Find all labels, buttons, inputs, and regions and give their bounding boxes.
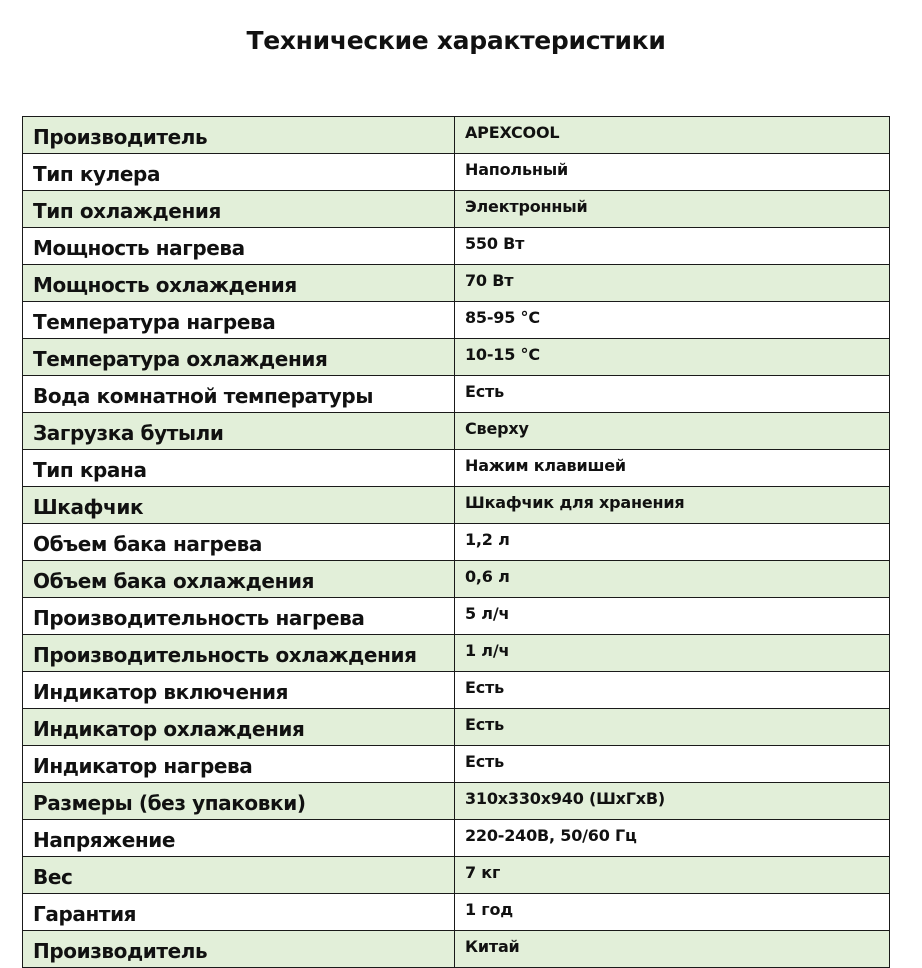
spec-label: Тип кулера [23, 154, 455, 191]
spec-label: Производительность нагрева [23, 598, 455, 635]
spec-value: 220-240В, 50/60 Гц [455, 820, 890, 857]
spec-label: Шкафчик [23, 487, 455, 524]
table-row [23, 635, 890, 672]
table-row [23, 524, 890, 561]
table-row [23, 598, 890, 635]
specs-table [22, 116, 890, 968]
table-row [23, 413, 890, 450]
spec-label: Температура нагрева [23, 302, 455, 339]
spec-value: 1 год [455, 894, 890, 931]
page-title: Технические характеристики [246, 26, 666, 55]
spec-value: Напольный [455, 154, 890, 191]
spec-label: Загрузка бутыли [23, 413, 455, 450]
specs-table-body [23, 117, 890, 968]
table-row [23, 450, 890, 487]
table-row [23, 894, 890, 931]
spec-label: Индикатор нагрева [23, 746, 455, 783]
spec-value: 7 кг [455, 857, 890, 894]
spec-value: 1,2 л [455, 524, 890, 561]
table-row [23, 746, 890, 783]
spec-label: Температура охлаждения [23, 339, 455, 376]
spec-label: Мощность охлаждения [23, 265, 455, 302]
table-row [23, 561, 890, 598]
spec-value: 85-95 °C [455, 302, 890, 339]
table-row [23, 487, 890, 524]
spec-value: Есть [455, 709, 890, 746]
spec-value: Нажим клавишей [455, 450, 890, 487]
table-row [23, 709, 890, 746]
spec-value: Китай [455, 931, 890, 968]
spec-label: Производительность охлаждения [23, 635, 455, 672]
spec-value: 550 Вт [455, 228, 890, 265]
table-row [23, 931, 890, 968]
table-row [23, 783, 890, 820]
spec-value: Шкафчик для хранения [455, 487, 890, 524]
spec-label: Индикатор охлаждения [23, 709, 455, 746]
table-row [23, 228, 890, 265]
spec-value: 310x330x940 (ШхГхВ) [455, 783, 890, 820]
table-row [23, 376, 890, 413]
spec-label: Объем бака нагрева [23, 524, 455, 561]
table-row [23, 857, 890, 894]
table-row [23, 672, 890, 709]
spec-value: Есть [455, 672, 890, 709]
spec-label: Объем бака охлаждения [23, 561, 455, 598]
spec-label: Индикатор включения [23, 672, 455, 709]
table-row [23, 154, 890, 191]
table-row [23, 302, 890, 339]
spec-label: Гарантия [23, 894, 455, 931]
spec-label: Напряжение [23, 820, 455, 857]
spec-value: 1 л/ч [455, 635, 890, 672]
spec-label: Размеры (без упаковки) [23, 783, 455, 820]
spec-label: Мощность нагрева [23, 228, 455, 265]
table-row [23, 191, 890, 228]
spec-label: Тип крана [23, 450, 455, 487]
spec-value: APEXCOOL [455, 117, 890, 154]
table-row [23, 339, 890, 376]
spec-label: Производитель [23, 931, 455, 968]
spec-label: Тип охлаждения [23, 191, 455, 228]
spec-value: 10-15 °C [455, 339, 890, 376]
table-row [23, 265, 890, 302]
spec-value: 70 Вт [455, 265, 890, 302]
spec-label: Вода комнатной температуры [23, 376, 455, 413]
spec-value: Есть [455, 376, 890, 413]
spec-label: Производитель [23, 117, 455, 154]
spec-value: 5 л/ч [455, 598, 890, 635]
spec-label: Вес [23, 857, 455, 894]
spec-value: Сверху [455, 413, 890, 450]
table-row [23, 820, 890, 857]
table-row [23, 117, 890, 154]
spec-value: Есть [455, 746, 890, 783]
spec-value: 0,6 л [455, 561, 890, 598]
spec-value: Электронный [455, 191, 890, 228]
